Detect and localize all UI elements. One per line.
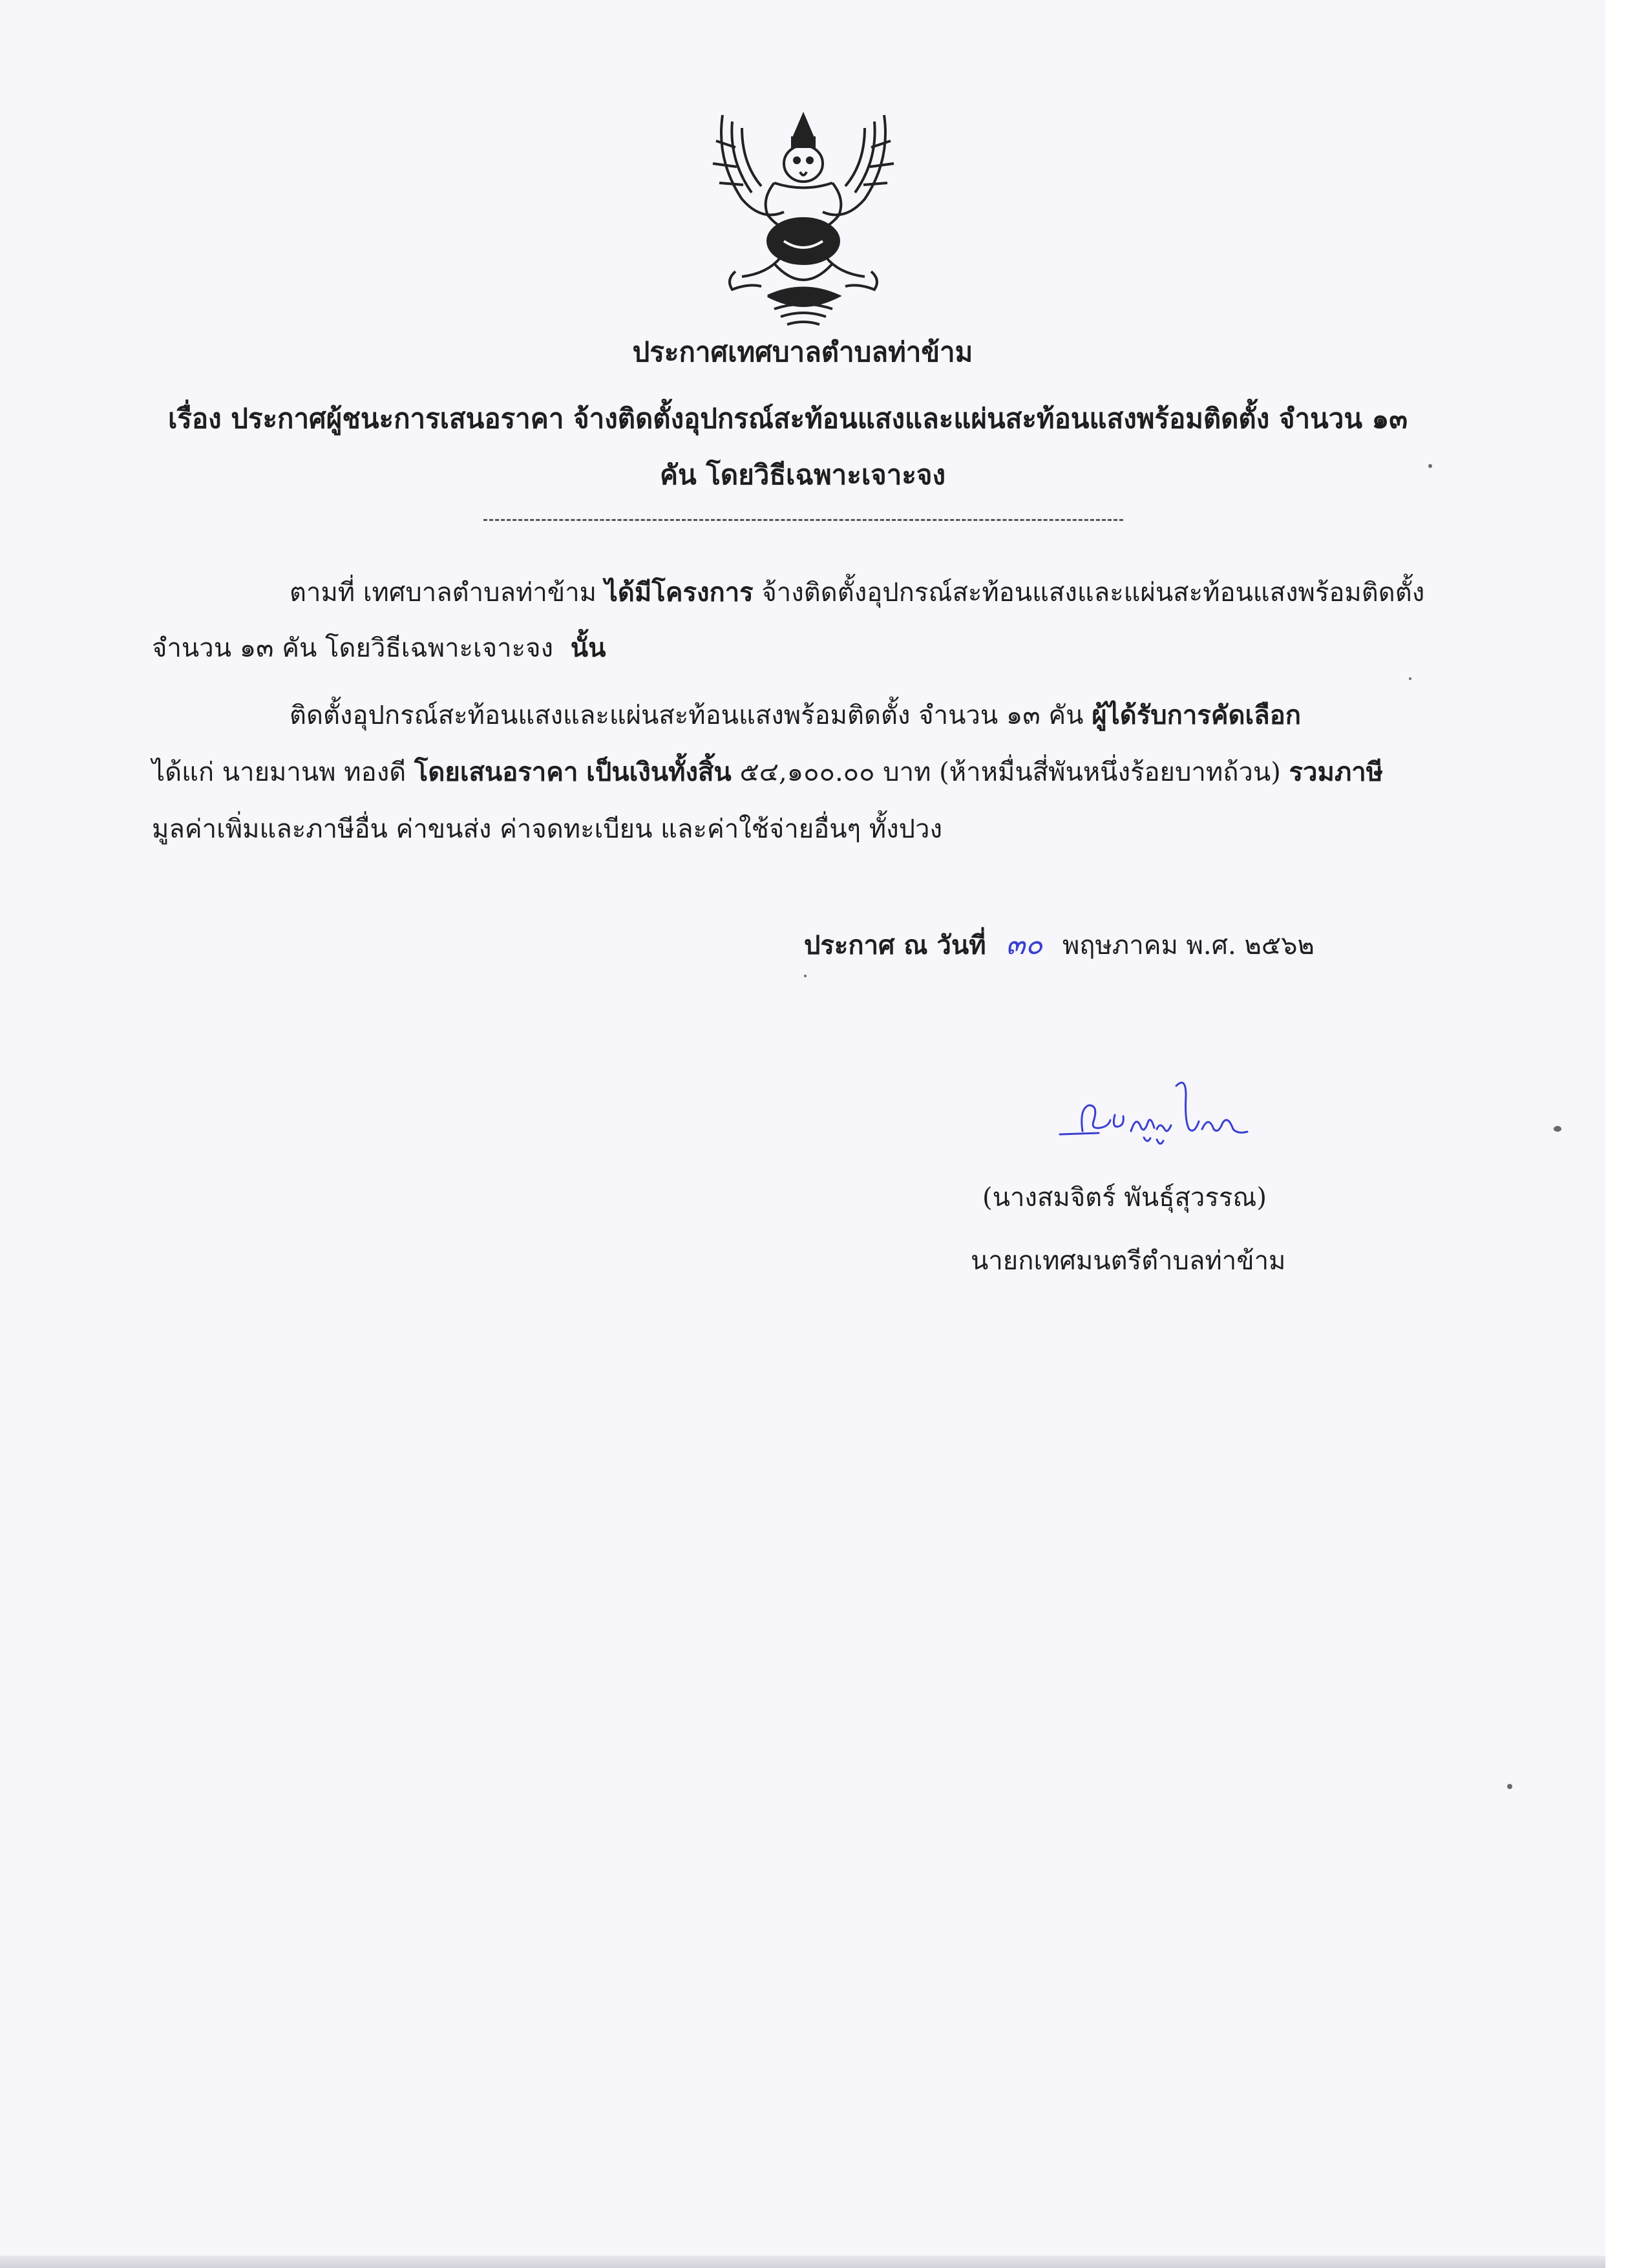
handwritten-signature	[1053, 1070, 1267, 1154]
p2-vat-label: รวมภาษี	[1289, 757, 1384, 787]
paragraph-1-line-1	[290, 571, 1424, 613]
garuda-emblem	[697, 102, 910, 328]
paragraph-2-line-3	[152, 808, 942, 849]
subject-line-2: คัน โดยวิธีเฉพาะเจาะจง	[659, 459, 946, 491]
date-label: ประกาศ ณ วันที่	[804, 930, 986, 960]
paragraph-1-line-2	[152, 627, 606, 668]
p2-item: ติดตั้งอุปกรณ์สะท้อนแสงและแผ่นสะท้อนแสงพร้อมติดตั้ง จำนวน ๑๓ คัน	[290, 701, 1084, 730]
p1-quantity-method: จำนวน ๑๓ คัน โดยวิธีเฉพาะเจาะจง	[152, 633, 554, 663]
paragraph-2-line-1	[290, 694, 1301, 736]
p1-project-label: ได้มีโครงการ	[604, 577, 754, 608]
subject-line-1: เรื่อง ประกาศผู้ชนะการเสนอราคา จ้างติดตั้งอุปกรณ์สะท้อนแสงและแผ่นสะท้อนแสงพร้อมติดตั้ง จำนวน ๑๓	[168, 403, 1408, 434]
handwritten-day: ๓๐	[1006, 928, 1043, 961]
signer-position: นายกเทศมนตรีตำบลท่าข้าม	[971, 1246, 1286, 1276]
announcement-date	[804, 922, 1315, 967]
p2-winner-name: ได้แก่ นายมานพ ทองดี	[152, 758, 407, 787]
p1-ending: นั้น	[570, 633, 606, 663]
p2-costs: มูลค่าเพิ่มและภาษีอื่น ค่าขนส่ง ค่าจดทะเบียน และค่าใช้จ่ายอื่นๆ ทั้งปวง	[152, 814, 943, 844]
dashed-divider	[483, 519, 1123, 521]
signer-name: (นางสมจิตร์ พันธุ์สุวรรณ)	[982, 1183, 1267, 1213]
scan-speck	[1554, 1126, 1561, 1132]
scan-speck	[1409, 677, 1411, 680]
document-title: ประกาศเทศบาลตำบลท่าข้าม	[632, 336, 973, 368]
scan-edge	[1605, 0, 1648, 2268]
p2-amount: ๕๔,๑๐๐.๐๐ บาท (ห้าหมื่นสี่พันหนึ่งร้อยบาทถ้วน)	[739, 758, 1281, 787]
scan-speck	[804, 975, 807, 977]
scan-speck	[1428, 464, 1432, 468]
date-month-year: พฤษภาคม พ.ศ. ๒๕๖๒	[1062, 931, 1315, 960]
p2-total-label: เป็นเงินทั้งสิ้น	[586, 757, 732, 787]
p1-project-name: จ้างติดตั้งอุปกรณ์สะท้อนแสงและแผ่นสะท้อนแสงพร้อมติดตั้ง	[761, 578, 1425, 608]
scan-bottom-edge	[0, 2256, 1605, 2268]
p2-bid-label: โดยเสนอราคา	[414, 757, 578, 787]
scan-speck	[1507, 1784, 1512, 1789]
p2-winner-label: ผู้ได้รับการคัดเลือก	[1092, 700, 1301, 730]
paragraph-2-line-2	[152, 751, 1383, 792]
p1-intro: ตามที่ เทศบาลตำบลท่าข้าม	[290, 578, 597, 608]
